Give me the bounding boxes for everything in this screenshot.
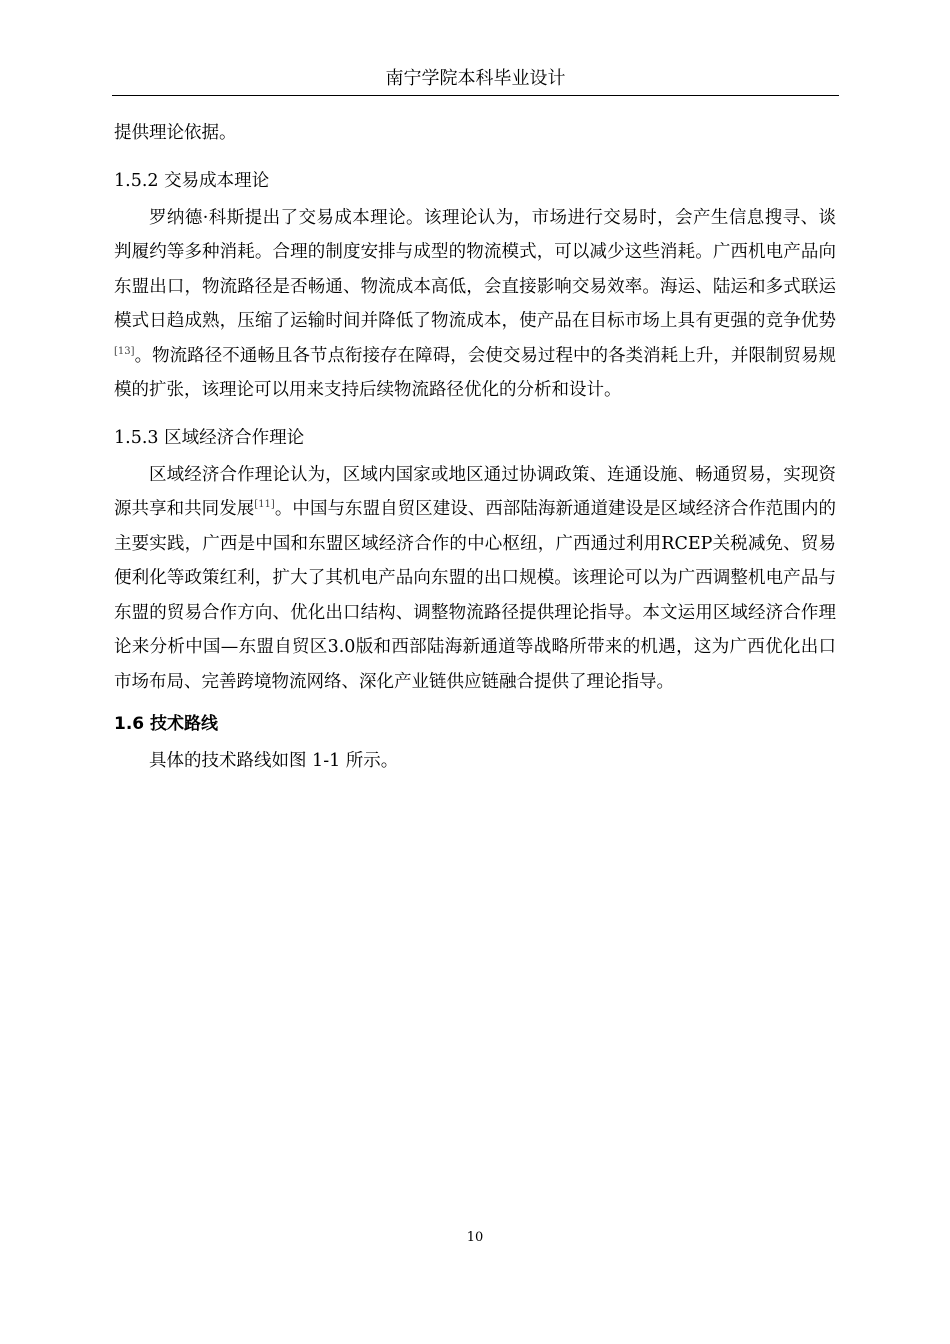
paragraph-text: 罗纳德·科斯提出了交易成本理论。该理论认为，市场进行交易时，会产生信息搜寻、谈判履约等多种消耗。合理的制度安排与成型的物流模式，可以减少这些消耗。广西机电产品向东盟出口，物流路径是否畅通、物流成本高低，会直接影响交易效率。海运、陆运和多式联运模式日趋成熟，压缩了运输时间并降低了物流成本，使产品在目标市场上具有更强的竞争优势 <box>114 207 836 331</box>
section-title: 区域经济合作理论 <box>164 427 305 448</box>
paragraph-regional-cooperation <box>114 458 836 700</box>
page-number: 10 <box>466 1230 484 1245</box>
section-number: 1.5.3 <box>114 427 159 448</box>
paragraph-continuation: 提供理论依据。 <box>114 123 237 143</box>
page-body <box>114 116 836 779</box>
citation: [11] <box>254 499 275 511</box>
section-number: 1.5.2 <box>114 170 159 191</box>
citation: [13] <box>114 345 135 357</box>
section-title: 技术路线 <box>150 714 219 734</box>
header-rule <box>112 95 839 96</box>
section-heading-1-5-2 <box>114 164 836 198</box>
section-title: 交易成本理论 <box>164 170 270 191</box>
paragraph-text: 。物流路径不通畅且各节点衔接存在障碍，会使交易过程中的各类消耗上升，并限制贸易规模的扩张，该理论可以用来支持后续物流路径优化的分析和设计。 <box>114 345 836 400</box>
page-header-title: 南宁学院本科毕业设计 <box>385 68 566 89</box>
section-number: 1.6 <box>114 714 145 734</box>
paragraph-transaction-cost <box>114 201 836 408</box>
paragraph-tech-route: 具体的技术路线如图 1-1 所示。 <box>149 751 399 771</box>
section-heading-1-5-3 <box>114 421 836 455</box>
paragraph-text: 区域经济合作理论认为，区域内国家或地区通过协调政策、连通设施、畅通贸易，实现资源共享和共同发展 <box>114 464 836 519</box>
paragraph-text: 。中国与东盟自贸区建设、西部陆海新通道建设是区域经济合作范围内的主要实践，广西是中国和东盟区域经济合作的中心枢纽，广西通过利用RCEP关税减免、贸易便利化等政策红利，扩大了其机电产品向东盟的出口规模。该理论可以为广西调整机电产品与东盟的贸易合作方向、优化出口结构、调整物流路径提供理论指导。本文运用区域经济合作理论来分析中国—东盟自贸区3.0版和西部陆海新通道等战略所带来的机遇，这为广西优化出口市场布局、完善跨境物流网络、深化产业链供应链融合提供了理论指导。 <box>114 499 837 692</box>
section-heading-1-6 <box>114 707 836 741</box>
